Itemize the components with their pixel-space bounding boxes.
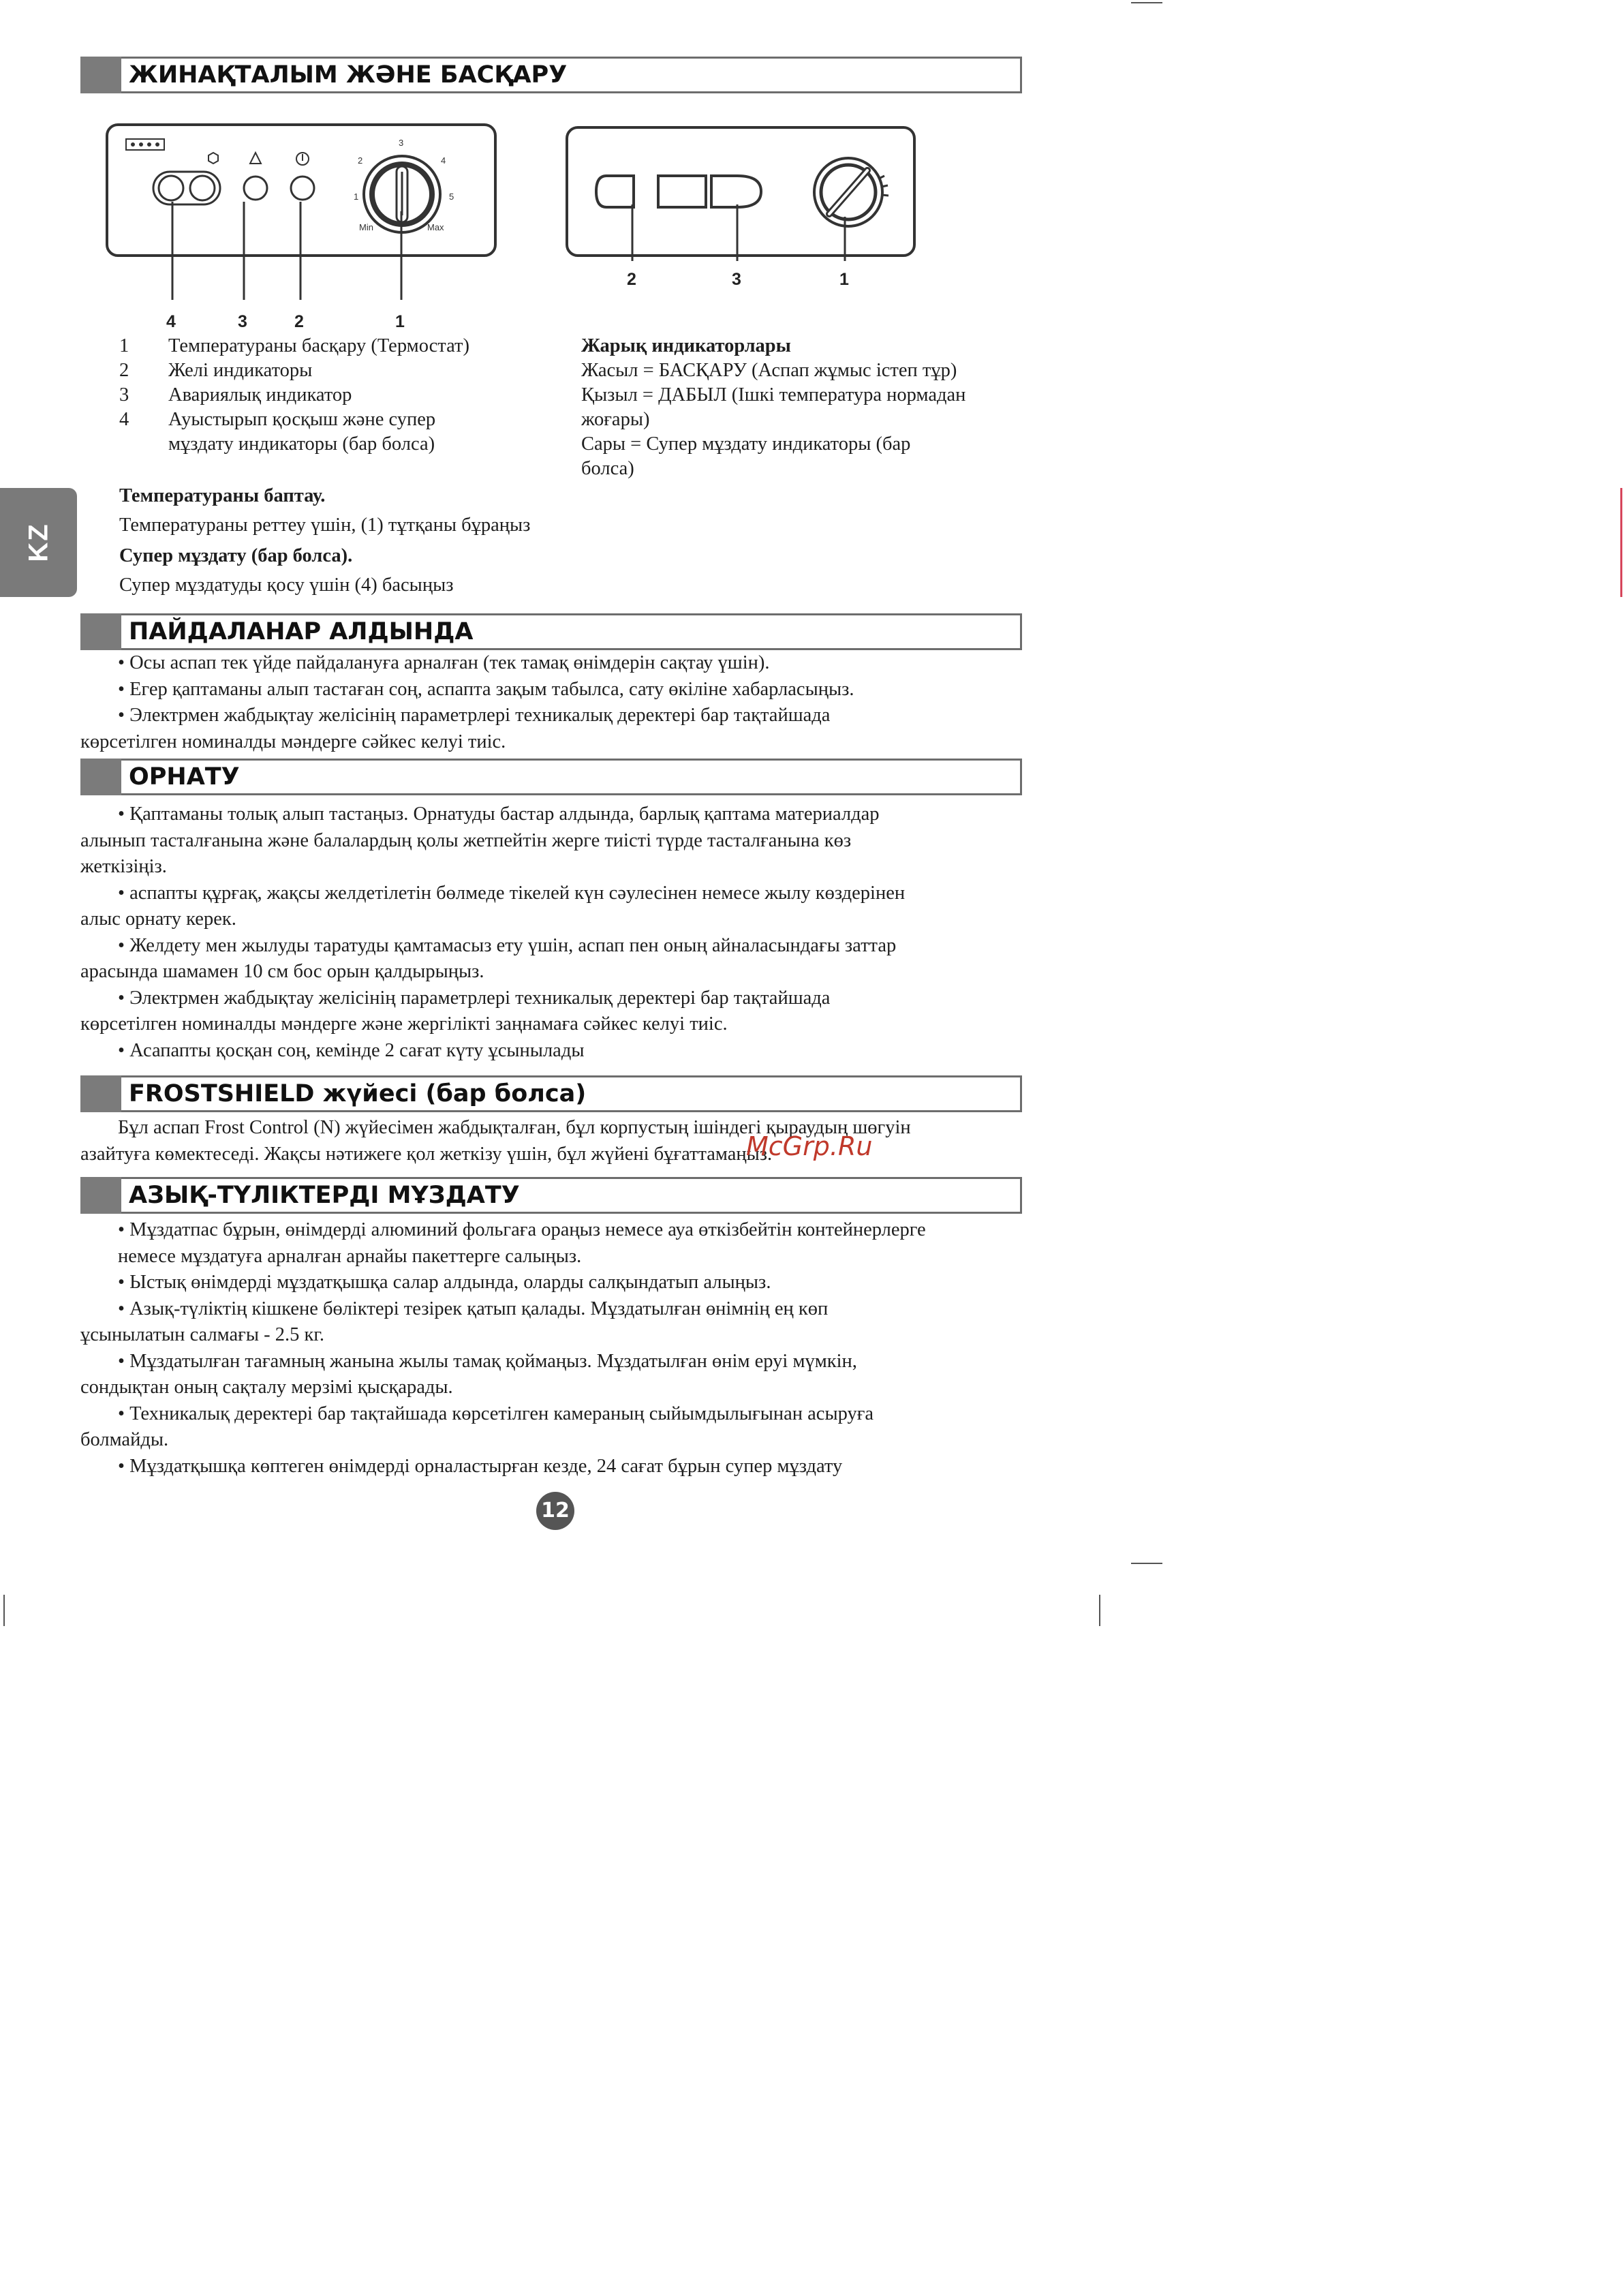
section-header-freezing xyxy=(80,1177,1022,1214)
body-line: Бұл аспап Frost Control (N) жүйесімен жабдықталған, бұл корпустың ішіндегі қыраудың шөгуін xyxy=(118,1117,911,1138)
body-line: немесе мұздатуға арналған арнайы пакеттерге салыңыз. xyxy=(118,1245,582,1267)
body-line: алынып тасталғанына және балалардың қолы жетпейтін жерге тиісті түрде тасталғанына көз xyxy=(80,829,852,851)
body-line: • Мұздатылған тағамның жанына жылы тамақ қоймаңыз. Мұздатылған өнім еруі мүмкін, xyxy=(118,1350,857,1372)
section-body-freezing xyxy=(80,1217,1027,1480)
body-line: • Асапапты қосқан соң, кемінде 2 сағат күту ұсынылады xyxy=(118,1039,585,1061)
callout-1: 1 xyxy=(839,270,849,289)
body-line: ұсынылатын салмағы - 2.5 кг. xyxy=(80,1324,324,1345)
body-line: • Электрмен жабдықтау желісінің параметрлері техникалық деректері бар тақтайшада xyxy=(118,987,831,1009)
watermark: McGrp.Ru xyxy=(746,1131,873,1161)
callout-2: 2 xyxy=(627,270,636,289)
section-header-installation xyxy=(80,759,1022,795)
legend-text: мұздату индикаторы (бар болса) xyxy=(168,433,435,455)
body-line: • Желдету мен жылуды таратуды қамтамасыз ету үшін, аспап пен оның айналасындағы заттар xyxy=(118,934,897,956)
lights-title: Жарық индикаторлары xyxy=(581,335,791,356)
body-line: • Ыстық өнімдерді мұздатқышқа салар алдында, оларды салқындатып алыңыз. xyxy=(118,1272,771,1293)
crop-mark xyxy=(3,1595,5,1626)
control-panel-figure-right xyxy=(559,121,927,292)
control-panel-figure-left xyxy=(99,121,501,333)
body-line: көрсетілген номиналды мәндерге және жергілікті заңнамаға сәйкес келуі тиіс. xyxy=(80,1013,728,1035)
body-line: көрсетілген номиналды мәндерге сәйкес келуі тиіс. xyxy=(80,731,506,752)
header-block xyxy=(80,613,121,650)
callout-3: 3 xyxy=(732,270,741,289)
super-text: Супер мұздатуды қосу үшін (4) басыңыз xyxy=(119,575,454,596)
lights-line: Қызыл = ДАБЫЛ (Ішкі температура нормадан xyxy=(581,384,966,405)
dial-max-label: Max xyxy=(427,222,444,232)
dial-min-label: Min xyxy=(359,222,373,232)
legend-number: 3 xyxy=(119,384,129,405)
section-title: FROSTSHIELD жүйесі (бар болса) xyxy=(129,1080,587,1107)
dial-tick-1: 1 xyxy=(354,192,359,202)
alarm-indicator xyxy=(244,177,267,200)
section-body-before-use xyxy=(80,650,1027,755)
header-block xyxy=(80,1177,121,1214)
body-line: • Мұздатқышқа көптеген өнімдерді орналастырған кезде, 24 сағат бұрын супер мұздату xyxy=(118,1455,843,1477)
section-body-frostshield xyxy=(80,1115,1027,1167)
body-line: азайтуға көмектеседі. Жақсы нәтижеге қол жеткізу үшін, бұл жүйені бұғаттамаңыз. xyxy=(80,1143,773,1165)
lights-line: жоғары) xyxy=(581,409,650,430)
legend-number: 4 xyxy=(119,409,129,430)
section-header-frostshield xyxy=(80,1075,1022,1112)
body-line: • Электрмен жабдықтау желісінің параметрлері техникалық деректері бар тақтайшада xyxy=(118,705,831,726)
body-line: алыс орнату керек. xyxy=(80,908,236,930)
body-line: • Техникалық деректері бар тақтайшада көрсетілген камераның сыйымдылығынан асыруға xyxy=(118,1403,874,1424)
section-title: АЗЫҚ-ТҮЛІКТЕРДІ МҰЗДАТУ xyxy=(129,1182,520,1209)
body-line: арасында шамамен 10 см бос орын қалдырыңыз. xyxy=(80,961,484,982)
header-block xyxy=(80,759,121,795)
dial-tick-4: 4 xyxy=(441,155,446,166)
body-line: жеткізіңіз. xyxy=(80,856,167,877)
indicator-bar xyxy=(596,176,761,207)
section-body-installation xyxy=(80,801,1027,1064)
section-title: ОРНАТУ xyxy=(129,763,240,791)
legend-text: Авариялық индикатор xyxy=(168,384,352,405)
crop-mark xyxy=(1131,1563,1162,1564)
body-line: болмайды. xyxy=(80,1429,169,1450)
callout-1: 1 xyxy=(395,312,405,331)
body-line: сондықтан оның сақталу мерзімі қысқарады. xyxy=(80,1377,453,1398)
body-line: • Егер қаптаманы алып тастаған соң, аспапта зақым табылса, сату өкіліне хабарласыңыз. xyxy=(118,678,854,700)
section-title: ЖИНАҚТАЛЫМ ЖӘНЕ БАСҚАРУ xyxy=(129,61,568,89)
dial-tick-3: 3 xyxy=(399,138,404,148)
page-number: 12 xyxy=(536,1492,574,1530)
callout-4: 4 xyxy=(166,312,176,331)
crop-mark xyxy=(1131,2,1162,3)
section-header-before-use xyxy=(80,613,1022,650)
edge-mark xyxy=(1620,488,1622,597)
lights-line: болса) xyxy=(581,458,634,479)
legend-text: Ауыстырып қосқыш және супер xyxy=(168,409,436,430)
lights-line: Жасыл = БАСҚАРУ (Аспап жұмыс істеп тұр) xyxy=(581,360,957,381)
power-indicator xyxy=(291,177,314,200)
dial-tick-5: 5 xyxy=(449,192,454,202)
body-line: • Азық-түліктің кішкене бөліктері тезірек қатып қалады. Мұздатылған өнімнің ең көп xyxy=(118,1298,829,1319)
legend-text: Температураны басқару (Термостат) xyxy=(168,335,469,356)
language-tab-label: KZ xyxy=(23,523,53,562)
legend-number: 1 xyxy=(119,335,129,356)
body-line: • аспапты құрғақ, жақсы желдетілетін бөлмеде тікелей күн сәулесінен немесе жылу көздерінен xyxy=(118,882,906,904)
body-line: • Қаптаманы толық алып тастаңыз. Орнатуды бастар алдында, барлық қаптама материалдар xyxy=(118,803,880,825)
section-header-controls xyxy=(80,57,1022,93)
lights-line: Сары = Супер мұздату индикаторы (бар xyxy=(581,433,911,455)
super-heading: Супер мұздату (бар болса). xyxy=(119,545,353,566)
header-block xyxy=(80,57,121,93)
section-title: ПАЙДАЛАНАР АЛДЫНДА xyxy=(129,618,474,645)
callout-3: 3 xyxy=(238,312,247,331)
body-line: • Мұздатпас бұрын, өнімдерді алюминий фольгаға ораңыз немесе ауа өткізбейтін контейнерлерге xyxy=(118,1219,926,1240)
dial-tick-2: 2 xyxy=(358,155,363,166)
temp-text: Температураны реттеу үшін, (1) тұтқаны бұраңыз xyxy=(119,515,531,536)
body-line: • Осы аспап тек үйде пайдалануға арналған (тек тамақ өнімдерін сақтау үшін). xyxy=(118,652,770,673)
temp-heading: Температураны баптау. xyxy=(119,485,326,506)
crop-mark xyxy=(1099,1595,1100,1626)
header-block xyxy=(80,1075,121,1112)
callout-2: 2 xyxy=(294,312,304,331)
legend-text: Желі индикаторы xyxy=(168,360,313,381)
language-tab xyxy=(0,488,77,597)
legend-number: 2 xyxy=(119,360,129,381)
